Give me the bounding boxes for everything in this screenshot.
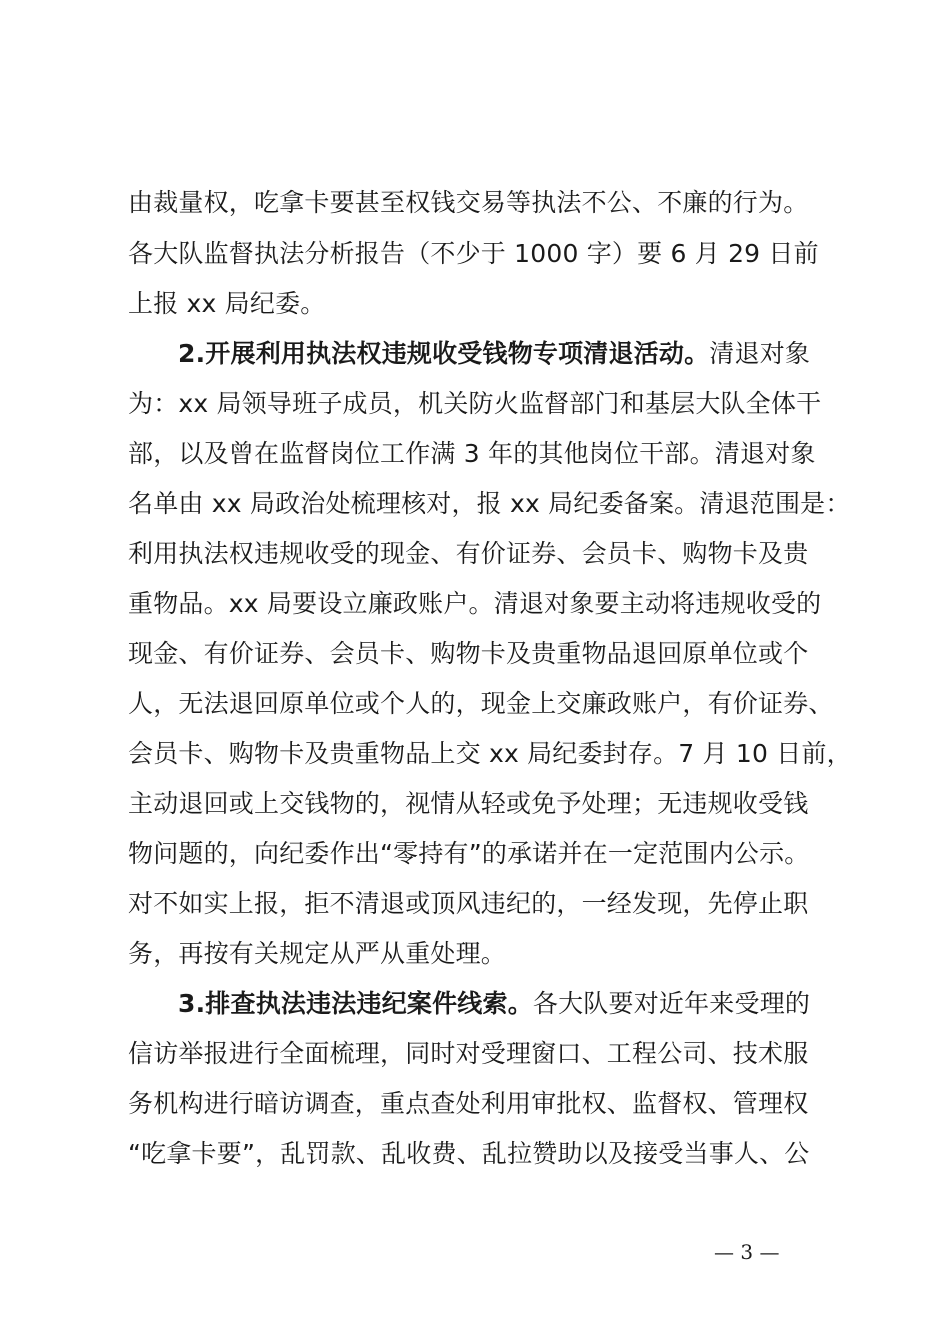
body-line: 上报 xx 局纪委。 — [128, 289, 326, 318]
section-2-line: 重物品。xx 局要设立廉政账户。清退对象要主动将违规收受的 — [128, 589, 822, 618]
section-3-heading: 3.排查执法违法违纪案件线索。 — [178, 989, 533, 1018]
section-2-line: 人，无法退回原单位或个人的，现金上交廉政账户，有价证券、 — [128, 689, 834, 718]
body-line: 各大队监督执法分析报告（不少于 1000 字）要 6 月 29 日前 — [128, 239, 819, 268]
section-2-first-line — [178, 337, 810, 371]
section-3-first-line-text: 各大队要对近年来受理的 — [532, 989, 811, 1018]
body-line: 由裁量权，吃拿卡要甚至权钱交易等执法不公、不廉的行为。 — [128, 188, 809, 217]
section-2-line: 对不如实上报，拒不清退或顶风违纪的，一经发现，先停止职 — [128, 889, 809, 918]
section-2-line: 利用执法权违规收受的现金、有价证券、会员卡、购物卡及贵 — [128, 539, 809, 568]
section-2-line: 名单由 xx 局政治处梳理核对，报 xx 局纪委备案。清退范围是： — [128, 489, 851, 518]
page-number: — 3 — — [714, 1240, 780, 1264]
section-3-first-line — [178, 987, 810, 1021]
section-2-line: 会员卡、购物卡及贵重物品上交 xx 局纪委封存。7 月 10 日前， — [128, 739, 852, 768]
section-2-line: 为：xx 局领导班子成员，机关防火监督部门和基层大队全体干 — [128, 389, 822, 418]
section-2-heading: 2.开展利用执法权违规收受钱物专项清退活动。 — [178, 339, 710, 368]
section-2-line: 物问题的，向纪委作出“零持有”的承诺并在一定范围内公示。 — [128, 839, 810, 868]
section-3-line: “吃拿卡要”，乱罚款、乱收费、乱拉赞助以及接受当事人、公 — [128, 1139, 810, 1168]
section-2-line: 务，再按有关规定从严从重处理。 — [128, 939, 507, 968]
section-2-first-line-text: 清退对象 — [709, 339, 811, 368]
section-2-line: 现金、有价证券、会员卡、购物卡及贵重物品退回原单位或个 — [128, 639, 809, 668]
section-3-line: 务机构进行暗访调查，重点查处利用审批权、监督权、管理权 — [128, 1089, 809, 1118]
section-2-line: 主动退回或上交钱物的，视情从轻或免予处理；无违规收受钱 — [128, 789, 809, 818]
section-2-line: 部，以及曾在监督岗位工作满 3 年的其他岗位干部。清退对象 — [128, 439, 816, 468]
section-3-line: 信访举报进行全面梳理，同时对受理窗口、工程公司、技术服 — [128, 1039, 809, 1068]
